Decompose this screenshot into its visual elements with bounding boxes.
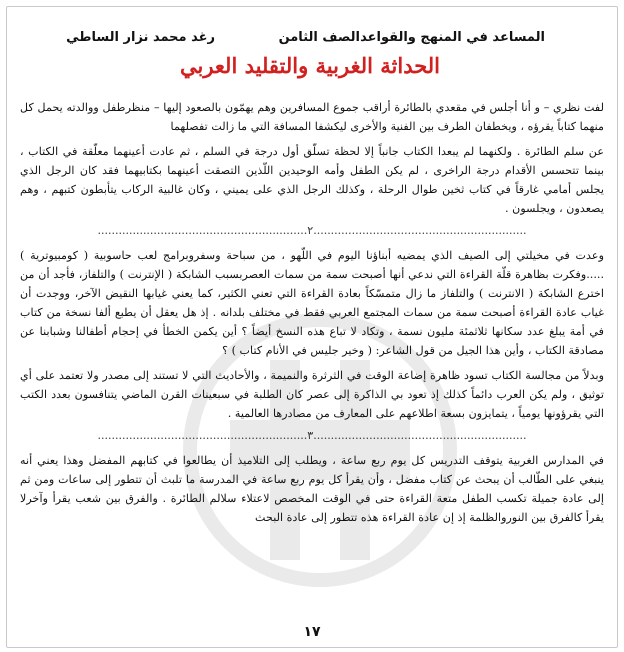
paragraph-4: وبدلاً من مجالسة الكتاب تسود ظاهرة إضاعة الوقت في الثرثرة والنميمة ، والأحاديث التي لا تستند إلى مصدر ولا تعتمد على أي توثيق ، ولم يكن العرب دائماً كذلك إذ تعود بي الذاكرة إلى عصر كان الطلبة في سبعينات القرن الماضي يتنافسون بعدد الكتب التي يقرؤونها يومياً ، يتمايزون بسعة اطلاعهم على المعارف من مصادرها العالمية . xyxy=(20,369,604,420)
paragraph-3: وعدت في مخيلتي إلى الصيف الذي يمضيه أبناؤنا اليوم في اللّهو ، من سباحة وسفروبرامج لعب حاسوبية ( كومبيوترية ) .....وفكرت بظاهرة قلّة القراءة التي ندعي أنها أصبحت سمة من سمات العصربسبب الشابكة ( الإنترنت ) والتلفاز، فأجد أن من اخترع الشابكة ( الانترنت ) والتلفاز ما زال متمسّكاً بعادة القراءة التي تعني الكثير، كما يعني غيابها النقيض الآخر، ووجدت أن غياب عادة القراءة أصبحت سمة من سمات المجتمع العربي فقط في مختلف بلدانه . إذ هل يعقل أن يطبع ألفا نسخة من كتاب في أمة يبلغ عدد سكانها ثلاثمئة مليون نسمة ، وتكاد لا تباع هذه النسخ أيضاً ؟ أين يكمن الخطأ في إحجام أطفالنا وشبابنا عن مصادقة الكتاب ، وأين هذا الجيل من قول الشاعر: ( وخير جليس في الأنام كتاب ) ؟ xyxy=(20,249,604,357)
page-number: ١٧ xyxy=(303,624,321,640)
paragraph-2: عن سلم الطائرة . ولكنهما لم يبعدا الكتاب جانباً إلا لحظة تسلّق أول درجة في السلم ، ثم عادت أعينهما معلّقة في الكتاب ، بينما تتحسس الأقدام درجة الراخرى ، لم يكن الطفل وأمه الوحيدين اللّذين التصقت أعينهما بكتابيهما فقد كان الرجل الذي يجلس أمامي غارقاً في كتاب ثخين طوال الرحلة ، وكذلك الرجل الذي على يميني ، وكان غالبية الركاب يتأبطون كتبهم ، وهم يصعدون ، ويجلسون . xyxy=(20,145,604,215)
header-grade: الصف الثامن xyxy=(278,30,360,45)
header-subject: المساعد في المنهج والقواعد xyxy=(360,30,545,45)
section-separator-3: ............................................................٣............................................................. xyxy=(97,429,527,442)
section-separator-2: ............................................................٢............................................................. xyxy=(97,224,527,237)
page-title: الحداثة الغربية والتقليد العربي xyxy=(179,53,441,78)
page-header xyxy=(55,28,545,52)
header-author: رغد محمد نزار الساطي xyxy=(66,30,215,45)
paragraph-5: في المدارس الغربية يتوقف التدريس كل يوم ربع ساعة ، ويطلب إلى التلاميذ أن يطالعوا في كتابهم المفضل وهذا يعني أنه ينبغي على الطّالب أن يبحث عن كتاب مفضل ، وأن يقرأ كل يوم ربع ساعة في المدرسة ما تلبث أن تتطور إلى ساعات ومن ثم إلى عادة جميلة تكسب الطفل متعة القراءة حتى في الوقت المخصص لاعتلاء سلالم الطائرة . والفرق بين شعب يقرأ وآخرلا يقرأ كالفرق بين النوروالظلمة إذ إن عادة القراءة هذه تتطور إلى عادة البحث xyxy=(20,454,604,524)
article-body xyxy=(20,98,604,533)
paragraph-1: لفت نظري – و أنا أجلس في مقعدي بالطائرة أراقب جموع المسافرين وهم يهمّون بالصعود إليها – منظرطفل ووالدته يحمل كل منهما كتاباً يقرؤه ، ويخطفان الطرف بين الفنية والأخرى ليكشفا المسافة التي ما زالت تفصلهما xyxy=(20,101,604,133)
